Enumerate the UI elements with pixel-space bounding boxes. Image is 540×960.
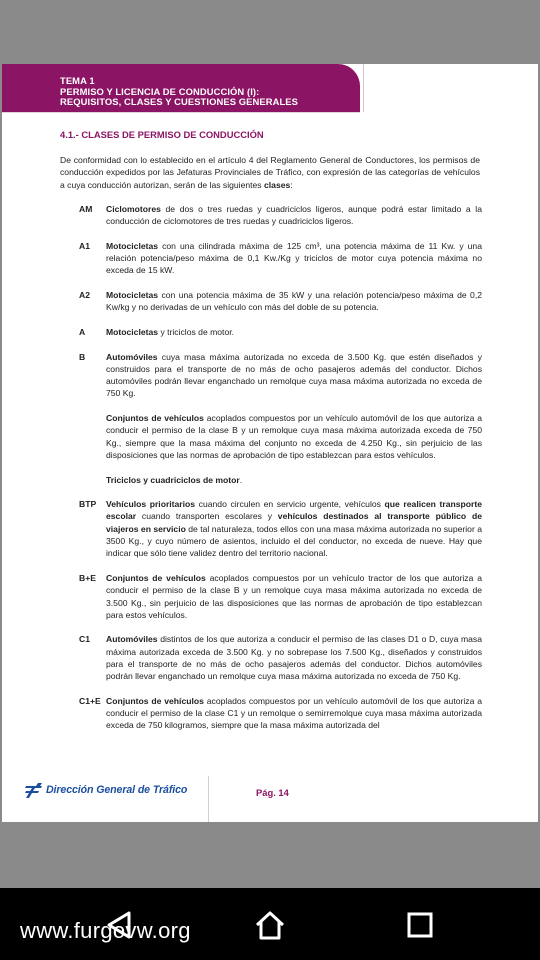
license-class-item: [60, 289, 482, 314]
license-class-code: A: [79, 326, 86, 337]
intro-end: :: [290, 179, 293, 190]
chapter-title-line-1: PERMISO Y LICENCIA DE CONDUCCIÓN (I):: [60, 85, 260, 97]
header-divider: [2, 112, 360, 113]
bold-term: Ciclomotores: [106, 204, 161, 214]
description-paragraph: [106, 474, 482, 486]
license-class-description: [106, 572, 482, 621]
description-text: cuando transporten escolares y: [136, 511, 278, 522]
description-text: con una cilindrada máxima de 125 cm³, una potencia máxima de 11 Kw. y una relación potencia/peso máxima de 0,1 Kw./Kg y triciclos de motor cuya potencia máxima no exceda de 15 kW.: [106, 240, 482, 276]
bold-term: Motocicletas: [106, 290, 159, 301]
license-class-description: [106, 326, 482, 338]
bold-term: vehículos destinados al transporte público de viajeros en servicio: [106, 511, 482, 534]
bold-term: Motocicletas: [106, 240, 159, 251]
dgt-logo: [24, 780, 187, 800]
footer-divider: [208, 776, 209, 822]
license-class-code: C1+E: [79, 695, 101, 706]
description-text: distintos de los que autoriza a conducir el permiso de las clases D1 o D, cuya masa máxima autorizada exceda de 3.500 Kg. y no sobrepase los 7.500 Kg., diseñados y construidos para el transporte de no más de ocho pasajeros además del conductor. Dichos automóviles podrán llevar enganchado un remolque cuya masa máxima autorizada no exceda de 750 Kg.: [106, 634, 482, 682]
license-class-item: [60, 351, 482, 486]
description-paragraph: [106, 326, 482, 338]
bold-term: Motocicletas: [106, 326, 159, 337]
license-class-code: C1: [79, 634, 90, 645]
description-paragraph: [106, 633, 482, 682]
description-paragraph: [106, 412, 482, 461]
license-class-description: [106, 351, 482, 486]
license-class-item: [60, 326, 482, 338]
description-text: de tal naturaleza, todos ellos con una masa máxima autorizada no superior a 3500 Kg., y cuyo número de asientos, incluido el del conductor, no exceda de nueve. Hay que indicar que sólo tiene validez dentro del territorio nacional.: [106, 523, 483, 559]
intro-paragraph: [60, 154, 480, 191]
home-icon[interactable]: [253, 908, 287, 942]
intro-text: De conformidad con lo establecido en el artículo 4 del Reglamento General de Conductores, los permisos de conducción expedidos por las Jefaturas Provinciales de Tráfico, con expresión de las categorías de vehículos a cuya conducción autorizan, serán de las siguientes: [60, 155, 480, 190]
license-class-description: [106, 498, 482, 559]
license-class-code: B+E: [79, 572, 96, 583]
description-paragraph: [106, 498, 482, 559]
section-title: 4.1.- CLASES DE PERMISO DE CONDUCCIÓN: [60, 129, 264, 140]
description-text: acoplados compuestos por un vehículo tractor de los que autoriza a conducir el permiso de la clase B y un remolque cuya masa máxima autorizada no exceda de 3.500 Kg., sin perjuicio de las disposiciones que las normas de aprobación de tipo establezcan para estos vehículos.: [106, 572, 482, 620]
dgt-logo-icon: [24, 780, 44, 800]
description-paragraph: [106, 572, 482, 621]
intro-bold: clases: [264, 179, 291, 190]
license-class-code: BTP: [79, 499, 97, 510]
license-class-item: [60, 498, 482, 559]
license-class-description: [106, 240, 482, 277]
bold-term: que realicen transporte escolar: [106, 499, 482, 522]
bold-term: Vehículos prioritarios: [106, 499, 196, 510]
description-text: cuya masa máxima autorizada no exceda de 3.500 Kg. que estén diseñados y construidos para el transporte de no más de ocho pasajeros además del conductor. Dichos automóviles podrán llevar enganchado un remolque cuya masa máxima autorizada no exceda de 750 Kg.: [106, 351, 482, 399]
bold-term: Automóviles: [106, 351, 158, 362]
description-paragraph: [106, 351, 482, 400]
chapter-number: TEMA 1: [60, 75, 95, 86]
bold-term: Conjuntos de vehículos: [106, 572, 206, 583]
description-paragraph: [106, 289, 482, 314]
watermark-text: www.furgovw.org: [20, 918, 191, 943]
page-number: Pág. 14: [256, 787, 289, 798]
bold-term: Automóviles: [106, 634, 158, 645]
license-class-code: AM: [79, 204, 93, 214]
bold-term: Conjuntos de vehículos: [106, 413, 204, 424]
description-text: acoplados compuestos por un vehículo automóvil de los que autoriza a conducir el permiso de la clase C1 y un remolque o semirremolque cuya masa máxima autorizada exceda de 750 kilogramos, siempre que la masa máxima autorizada del: [106, 695, 483, 731]
chapter-header: [60, 76, 298, 108]
license-class-code: A2: [79, 290, 90, 301]
license-class-item: [60, 633, 482, 682]
document-page: [2, 64, 538, 822]
license-class-description: [106, 203, 482, 228]
chapter-title-line-2: REQUISITOS, CLASES Y CUESTIONES GENERALES: [60, 96, 299, 107]
description-paragraph: [106, 203, 482, 228]
description-text: acoplados compuestos por un vehículo automóvil de los que autoriza a conducir el permiso de la clase B y un remolque cuya masa máxima autorizada exceda de 750 Kg., siempre que la masa máxima del conjunto no exceda de 4.250 Kg., sin perjuicio de las disposiciones que las normas de aprobación de tipo establezcan para estos vehículos.: [106, 413, 483, 460]
description-text: y triciclos de motor.: [158, 326, 234, 337]
license-class-item: [60, 572, 482, 621]
license-class-item: [60, 203, 482, 228]
license-class-list: [60, 203, 482, 744]
bold-term: Triciclos y cuadriciclos de motor: [106, 474, 240, 485]
bold-term: Conjuntos de vehículos: [106, 695, 204, 706]
description-text: de dos o tres ruedas y cuadriciclos ligeros, aunque podrá estar limitado a la conducción de ciclomotores de tres ruedas y cuadriciclos ligeros.: [106, 204, 482, 227]
license-class-code: B: [79, 351, 86, 362]
license-class-description: [106, 695, 482, 732]
description-text: .: [239, 474, 243, 485]
license-class-code: A1: [79, 240, 90, 251]
license-class-description: [106, 633, 482, 682]
description-text: cuando circulen en servicio urgente, vehículos: [195, 499, 385, 510]
description-text: con una potencia máxima de 35 kW y una relación potencia/peso máxima de 0,2 Kw/kg y no derivadas de un vehículo con más del doble de su potencia.: [106, 290, 482, 313]
license-class-description: [106, 289, 482, 314]
license-class-item: [60, 695, 482, 732]
description-paragraph: [106, 695, 482, 732]
recents-icon[interactable]: [403, 908, 437, 942]
dgt-logo-text: Dirección General de Tráfico: [46, 784, 188, 796]
license-class-item: [60, 240, 482, 277]
description-paragraph: [106, 240, 482, 277]
